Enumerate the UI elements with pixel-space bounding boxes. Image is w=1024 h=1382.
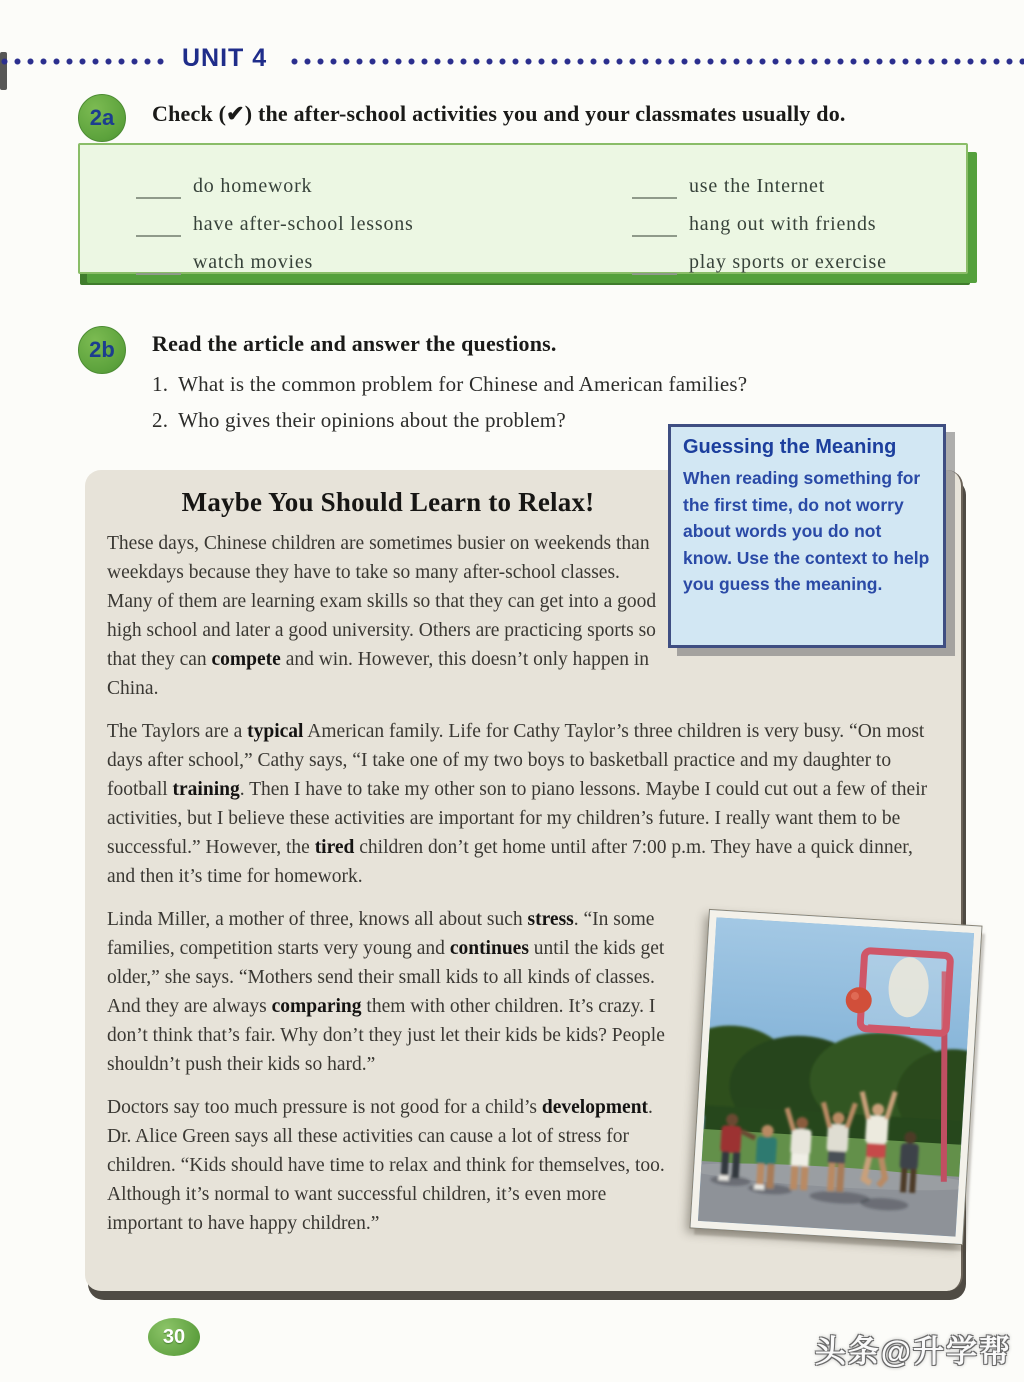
strategy-title: Guessing the Meaning	[683, 436, 897, 458]
reading-strategy-box	[668, 424, 946, 648]
checklist-label: watch movies	[193, 251, 314, 273]
question-number: 1.	[152, 372, 169, 396]
checklist-label: use the Internet	[689, 175, 826, 197]
checklist-column-right	[632, 161, 887, 275]
section-2a-instruction: Check (✔) the after-school activities you and your classmates usually do.	[152, 101, 846, 126]
checkbox-blank[interactable]	[632, 177, 677, 199]
page-number-badge: 30	[148, 1318, 200, 1356]
checklist-box	[78, 143, 968, 274]
checkbox-blank[interactable]	[632, 253, 677, 275]
checklist-item[interactable]	[632, 161, 887, 199]
strategy-body: When reading something for the first time, do not worry about words you do not know. Use the context to help you guess the meaning.	[683, 468, 930, 594]
unit-title: UNIT 4	[182, 44, 268, 72]
section-2b-badge: 2b	[78, 326, 126, 374]
article-title: Maybe You Should Learn to Relax!	[181, 487, 595, 517]
article-paragraph-4: Doctors say too much pressure is not good for a child’s development. Dr. Alice Green says all these activities can cause a lot of stress for children. “Kids should have time to relax and think for themselves, too. Although it’s normal to want successful children, it’s even more important to have happy children.”	[107, 1097, 665, 1234]
dotted-rule-left	[0, 57, 170, 66]
checklist-label: hang out with friends	[689, 213, 877, 235]
checklist-column-left	[136, 161, 414, 275]
section-2a-badge: 2a	[78, 94, 126, 142]
checklist-item[interactable]	[632, 237, 887, 275]
watermark: 头条@升学帮	[814, 1334, 1012, 1369]
checkbox-blank[interactable]	[136, 253, 181, 275]
article-paragraph-2: The Taylors are a typical American family. Life for Cathy Taylor’s three children is very busy. “On most days after school,” Cathy says, “I take one of my two boys to basketball practice and my daughter to football training. Then I have to take my other son to piano lessons. Maybe I could cut out a few of their activities, but I believe these activities are important for my children’s future. I really want them to be successful.” However, the tired children don’t get home until after 7:00 p.m. They have a quick dinner, and then it’s time for homework.	[107, 721, 928, 887]
checklist-label: have after-school lessons	[193, 213, 414, 235]
checklist-label: play sports or exercise	[689, 251, 887, 273]
question-number: 2.	[152, 408, 169, 432]
checkbox-blank[interactable]	[136, 215, 181, 237]
checkbox-blank[interactable]	[632, 215, 677, 237]
section-2b-instruction: Read the article and answer the questions.	[152, 331, 557, 356]
basketball-photo	[691, 910, 982, 1244]
checklist-item[interactable]	[632, 199, 887, 237]
article-paragraph-3: Linda Miller, a mother of three, knows all about such stress. “In some families, competition starts very young and continues until the kids get older,” she says. “Mothers send their small kids to all kinds of classes. And they are always comparing them with other children. It’s crazy. I don’t think that’s fair. Why don’t they just let their kids be kids? People shouldn’t push their kids so hard.”	[107, 905, 939, 1079]
question-2	[152, 408, 566, 433]
question-text: Who gives their opinions about the problem?	[178, 408, 566, 432]
checkbox-blank[interactable]	[136, 177, 181, 199]
basketball-photo-image	[698, 917, 974, 1236]
question-1	[152, 372, 747, 397]
article-paragraph-1: These days, Chinese children are sometimes busier on weekends than weekdays because they have to take so many after-school classes. Many of them are learning exam skills so that they can get into a good high school and later a good university. Others are practicing sports so that they can compete and win. However, this doesn’t only happen in China.	[107, 533, 657, 699]
checklist-item[interactable]	[136, 161, 414, 199]
dotted-rule-right	[290, 57, 1024, 66]
checklist-item[interactable]	[136, 199, 414, 237]
checklist-label: do homework	[193, 175, 313, 197]
checklist-item[interactable]	[136, 237, 414, 275]
question-text: What is the common problem for Chinese and American families?	[178, 372, 748, 396]
